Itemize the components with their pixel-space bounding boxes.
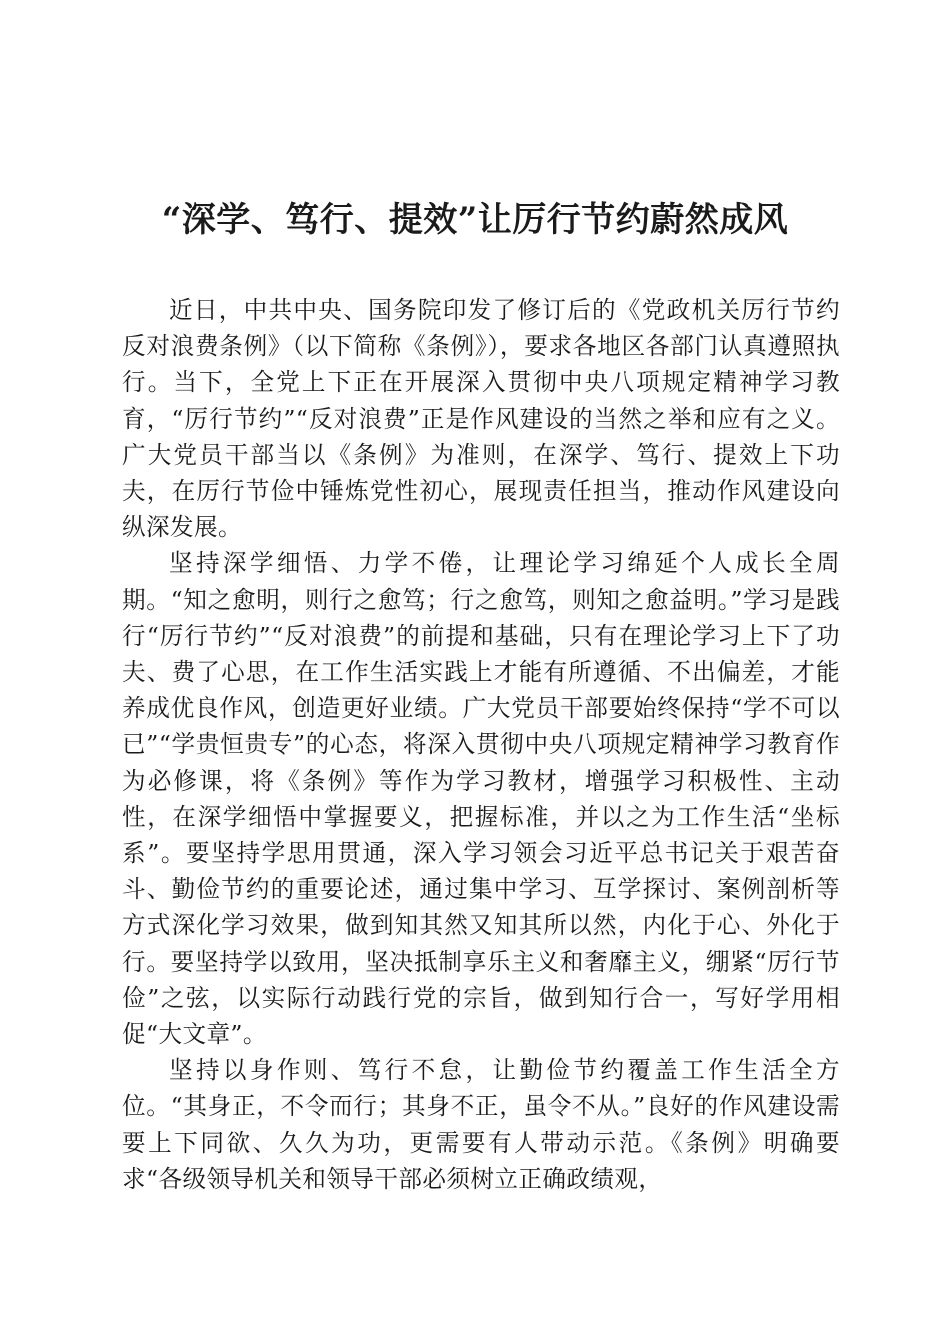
paragraph-deep-study: 坚持深学细悟、力学不倦，让理论学习绵延个人成长全周期。“知之愈明，则行之愈笃；行之愈笃，则知之愈益明。”学习是践行“厉行节约”“反对浪费”的前提和基础，只有在理论学习上下了功夫、费了心思，在工作生活实践上才能有所遵循、不出偏差，才能养成优良作风，创造更好业绩。广大党员干部要始终保持“学不可以已”“学贵恒贵专”的心态，将深入贯彻中央八项规定精神学习教育作为必修课，将《条例》等作为学习教材，增强学习积极性、主动性，在深学细悟中掌握要义，把握标准，并以之为工作生活“坐标系”。要坚持学思用贯通，深入学习领会习近平总书记关于艰苦奋斗、勤俭节约的重要论述，通过集中学习、互学探讨、案例剖析等方式深化学习效果，做到知其然又知其所以然，内化于心、外化于行。要坚持学以致用，坚决抵制享乐主义和奢靡主义，绷紧“厉行节俭”之弦，以实际行动践行党的宗旨，做到知行合一，写好学用相促“大文章”。 — [122, 549, 840, 1049]
document-title: “深学、笃行、提效”让厉行节约蔚然成风 — [161, 200, 789, 240]
paragraph-lead-by-example: 坚持以身作则、笃行不怠，让勤俭节约覆盖工作生活全方位。“其身正，不令而行；其身不正，虽令不从。”良好的作风建设需要上下同欲、久久为功，更需要有人带动示范。《条例》明确要求“各级领导机关和领导干部必须树立正确政绩观， — [122, 1056, 840, 1193]
document-body — [122, 292, 840, 1197]
paragraph-intro: 近日，中共中央、国务院印发了修订后的《党政机关厉行节约反对浪费条例》（以下简称《条例》），要求各地区各部门认真遵照执行。当下，全党上下正在开展深入贯彻中央八项规定精神学习教育，“厉行节约”“反对浪费”正是作风建设的当然之举和应有之义。广大党员干部当以《条例》为准则，在深学、笃行、提效上下功夫，在厉行节俭中锤炼党性初心，展现责任担当，推动作风建设向纵深发展。 — [122, 296, 840, 542]
